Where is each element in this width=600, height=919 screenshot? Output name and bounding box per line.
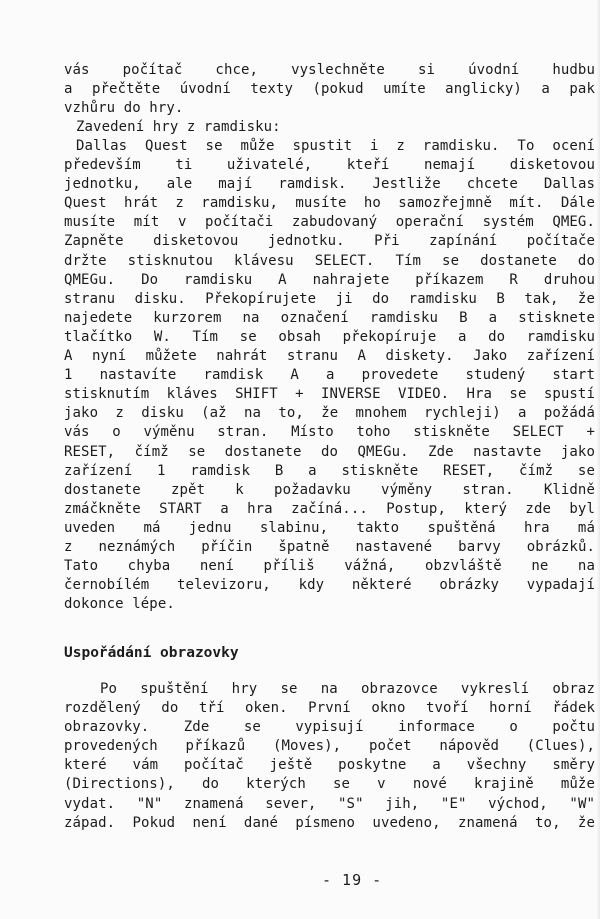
text-line: najedete kurzorem na označení ramdisku B a stisknete [64,309,595,326]
text-line: zařízení 1 ramdisk B a stiskněte RESET, čímž se [64,462,595,479]
text-line: Quest hrát z ramdisku, musíte ho samozřejmně mít. Dále [64,195,595,212]
paragraph-ramdisk [64,137,595,614]
text-line: dokonce lépe. [64,596,175,613]
text-line: Zapněte disketovou jednotku. Při zapínání počítače [64,233,595,250]
paragraph-screen-layout [64,680,595,833]
text-line: 1 nastavíte ramdisk A a provedete studený start [64,367,595,384]
text-line: A nyní můžete nahrát stranu A diskety. Jako zařízení [64,348,595,365]
subheading-text: Zavedení hry z ramdisku: [76,119,281,135]
page-number: - 19 - [322,871,383,889]
text-line: tlačítko W. Tím se obsah překopíruje a do ramdisku [64,328,595,345]
text-line: černobílém televizoru, kdy některé obrázky vypadají [64,577,595,594]
text-line: jednotku, ale mají ramdisk. Jestliže chcete Dallas [64,176,595,193]
text-line: vás o výměnu stran. Místo toho stiskněte SELECT + [64,424,595,441]
page-edge-shadow [596,0,600,919]
text-line: držte stisknutou klávesu SELECT. Tím se dostanete do [64,252,595,269]
text-line: zmáčkněte START a hra začíná... Postup, který zde byl [64,500,595,517]
text-line: RESET, čímž se dostanete do QMEGu. Zde nastavte jako [64,443,595,460]
text-line: dostanete zpět k požadavku výměny stran. Klidně [64,481,595,498]
text-line: musíte mít v počítači zabudovaný operační systém QMEG. [64,214,595,231]
text-line: z neznámých příčin špatně nastavené barvy obrázků. [64,538,595,555]
text-line: které vám počítač ještě poskytne a všechny směry [64,757,595,774]
text-line: především ti uživatelé, kteří nemají disketovou [64,157,595,174]
text-line: a přečtěte úvodní texty (pokud umíte anglicky) a pak [64,81,595,98]
text-line: rozdělený do tří oken. První okno tvoří horní řádek [64,700,595,717]
text-line: jako z disku (až na to, že mnohem rychleji) a požádá [64,405,595,422]
text-line: vzhůru do hry. [64,100,184,117]
text-line: Dallas Quest se může spustit i z ramdisku. To ocení [76,138,595,154]
text-line: stisknutím kláves SHIFT + INVERSE VIDEO. Hra se spustí [64,386,595,403]
text-line: stranu disku. Překopírujete ji do ramdisku B tak, že [64,290,595,307]
text-line: Po spuštění hry se na obrazovce vykreslí obraz [100,681,595,697]
text-line: uveden má jednu slabinu, takto spuštěná hra má [64,519,595,536]
text-line: provedených příkazů (Moves), počet nápověd (Clues), [64,738,595,755]
ramdisk-subheading [64,118,595,137]
text-line: vydat. "N" znamená sever, "S" jih, "E" východ, "W" [64,795,595,812]
paragraph-intro [64,61,595,118]
text-line: (Directions), do kterých se v nové krajině může [64,776,595,793]
text-line: vás počítač chce, vyslechněte si úvodní hudbu [64,62,595,78]
section-heading: Uspořádání obrazovky [64,645,239,661]
text-line: QMEGu. Do ramdisku A nahrajete příkazem R druhou [64,271,595,288]
text-line: Tato chyba není příliš vážná, obzvláště ne na [64,558,595,575]
text-line: západ. Pokud není dané písmeno uvedeno, znamená to, že [64,814,595,831]
text-line: obrazovky. Zde se vypisují informace o počtu [64,719,595,736]
